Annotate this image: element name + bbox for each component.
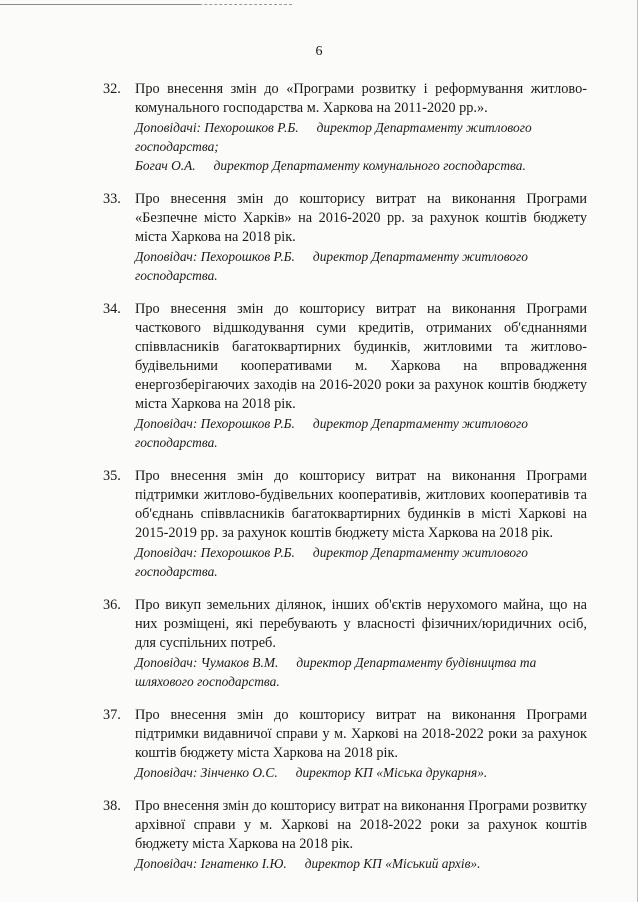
reporter-name: Доповідач: Пехорошков Р.Б. — [135, 545, 295, 560]
item-text: Про внесення змін до кошторису витрат на виконання Програми підтримки видавничої справи у м. Харкові на 2018-2022 роки за рахунок коштів бюджету міста Харкова на 2018 рік. — [135, 707, 587, 761]
top-solid-rule — [0, 4, 200, 5]
reporter-name: Доповідач: Зінченко О.С. — [135, 765, 278, 780]
reporter-line — [135, 414, 587, 452]
agenda-item — [0, 596, 638, 691]
agenda-list — [0, 80, 638, 888]
item-text: Про викуп земельних ділянок, інших об'єктів нерухомого майна, що на них розміщені, які перебувають у власності фізичних/юридичних осіб, для суспільних потреб. — [135, 597, 587, 651]
reporter-position: директор Департаменту житлового господарства; — [135, 120, 532, 154]
reporter-line — [135, 653, 587, 691]
item-number: 35. — [103, 468, 121, 484]
agenda-item — [0, 706, 638, 782]
reporter-position: директор Департаменту житлового господарства. — [135, 249, 528, 283]
item-number: 32. — [103, 81, 121, 97]
agenda-item — [0, 467, 638, 581]
agenda-item — [0, 80, 638, 175]
item-number: 36. — [103, 597, 121, 613]
reporter-line — [135, 543, 587, 581]
reporter-line — [135, 118, 587, 156]
agenda-item — [0, 300, 638, 452]
reporter-position: директор КП «Міський архів». — [304, 856, 481, 871]
reporter-name: Доповідач: Чумаков В.М. — [135, 655, 279, 670]
reporter-line — [135, 854, 587, 873]
item-text: Про внесення змін до кошторису витрат на виконання Програми розвитку архівної справи у м. Харкові на 2018-2022 роки за рахунок коштів бюджету міста Харкова на 2018 рік. — [135, 798, 587, 852]
reporter-name: Доповідач: Пехорошков Р.Б. — [135, 249, 295, 264]
item-number: 34. — [103, 301, 121, 317]
reporter-position: директор КП «Міська друкарня». — [295, 765, 488, 780]
item-number: 33. — [103, 191, 121, 207]
reporter-position: директор Департаменту житлового господарства. — [135, 416, 528, 450]
page-number: 6 — [315, 44, 323, 59]
item-number: 38. — [103, 798, 121, 814]
reporter-position: директор Департаменту комунального господарства. — [213, 158, 526, 173]
agenda-item — [0, 797, 638, 873]
reporter-name: Богач О.А. — [135, 158, 196, 173]
item-text: Про внесення змін до кошторису витрат на виконання Програми «Безпечне місто Харків» на 2016-2020 рр. за рахунок коштів бюджету міста Харкова на 2018 рік. — [135, 191, 587, 245]
reporter-name: Доповідач: Пехорошков Р.Б. — [135, 416, 295, 431]
item-text: Про внесення змін до «Програми розвитку і реформування житлово-комунального господарства м. Харкова на 2011-2020 рр.». — [135, 81, 587, 116]
reporter-name: Доповідачі: Пехорошков Р.Б. — [135, 120, 299, 135]
reporter-line — [135, 156, 587, 175]
agenda-item — [0, 190, 638, 285]
reporter-position: директор Департаменту будівництва та шляхового господарства. — [135, 655, 537, 689]
reporter-name: Доповідач: Ігнатенко І.Ю. — [135, 856, 287, 871]
item-number: 37. — [103, 707, 121, 723]
reporter-line — [135, 763, 587, 782]
item-text: Про внесення змін до кошторису витрат на виконання Програми підтримки житлово-будівельних кооперативів, житлових кооперативів та об'єднань співвласників багатоквартирних будинків в місті Харкові на 2015-2019 рр. за рахунок коштів бюджету міста Харкова на 2018 рік. — [135, 468, 587, 541]
item-text: Про внесення змін до кошторису витрат на виконання Програми часткового відшкодування суми кредитів, отриманих об'єднаннями співвласників багатоквартирних будинків, житловими та житлово-будівельними кооперативами м. Харкова на впровадження енергозберігаючих заходів на 2016-2020 роки за рахунок коштів бюджету міста Харкова на 2018 рік. — [135, 301, 587, 412]
reporter-position: директор Департаменту житлового господарства. — [135, 545, 528, 579]
reporter-line — [135, 247, 587, 285]
